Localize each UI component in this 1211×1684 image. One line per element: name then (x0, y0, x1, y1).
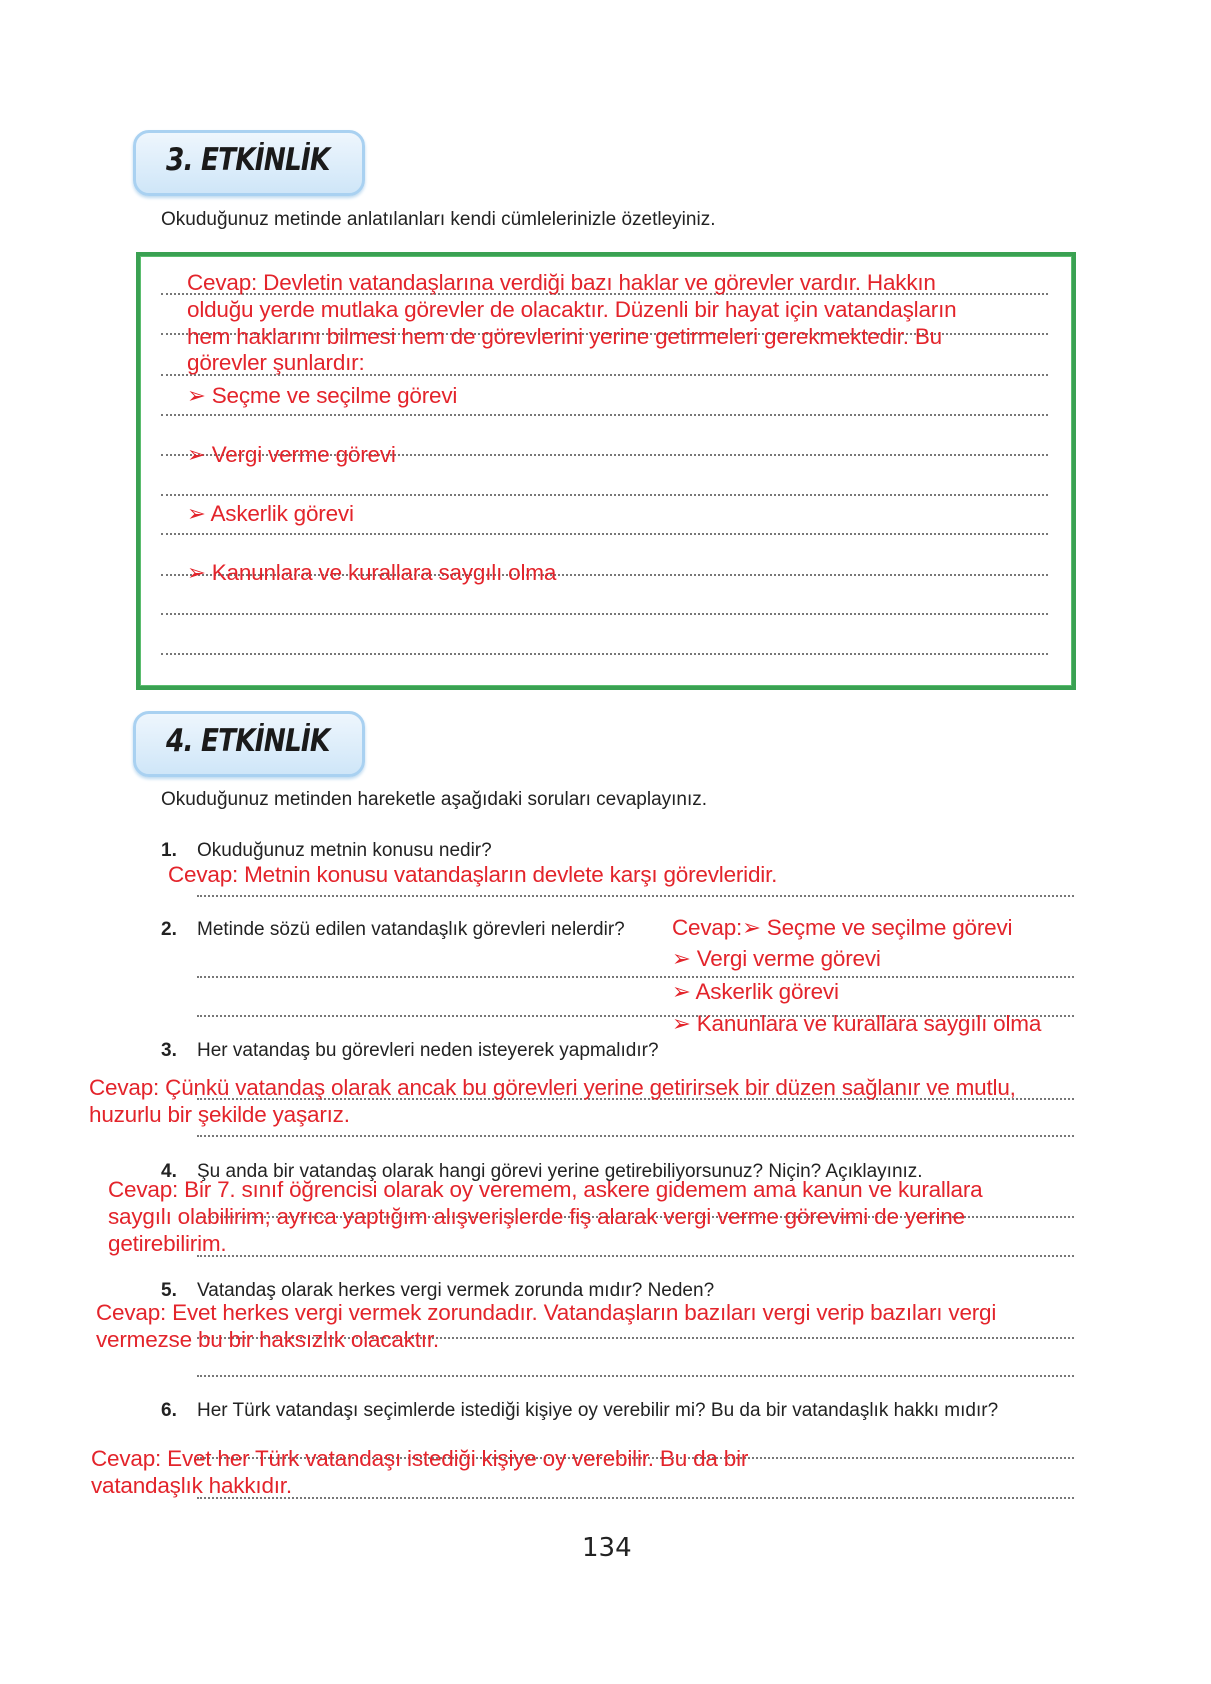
question-number: 3. (161, 1040, 177, 1061)
dotted-line (197, 976, 1074, 978)
answer-line: ➢ Vergi verme görevi (672, 946, 881, 971)
answer-line: Cevap: Evet herkes vergi vermek zorundadır. Vatandaşların bazıları vergi verip bazıları vergi (96, 1300, 997, 1325)
dotted-line (197, 1135, 1074, 1137)
activity-3-instruction: Okuduğunuz metinde anlatılanları kendi cümlelerinizle özetleyiniz. (161, 209, 716, 230)
summary-line: Cevap: Devletin vatandaşlarına verdiği bazı haklar ve görevler vardır. Hakkın (187, 270, 936, 295)
page-number: 134 (582, 1533, 632, 1563)
answer-line: Cevap: Evet her Türk vatandaşı istediği kişiye oy verebilir. Bu da bir (91, 1446, 749, 1471)
question-number: 6. (161, 1400, 177, 1421)
summary-line: görevler şunlardır: (187, 350, 365, 375)
answer-line: Cevap:➢ Seçme ve seçilme görevi (672, 915, 1013, 940)
dotted-line (161, 533, 1048, 535)
question-number: 1. (161, 840, 177, 861)
dotted-line (161, 414, 1048, 416)
activity-3-badge (133, 130, 365, 196)
dotted-line (197, 1255, 1074, 1257)
duty-item: ➢ Vergi verme görevi (187, 442, 396, 467)
activity-3-title: 3. ETKİNLİK (166, 142, 330, 178)
answer-line: Cevap: Metnin konusu vatandaşların devlete karşı görevleridir. (168, 862, 778, 887)
duty-item: ➢ Kanunlara ve kurallara saygılı olma (187, 560, 557, 585)
question-text: Her Türk vatandaşı seçimlerde istediği kişiye oy verebilir mi? Bu da bir vatandaşlık hakkı mıdır? (197, 1400, 999, 1421)
answer-line: Cevap: Çünkü vatandaş olarak ancak bu görevleri yerine getirirsek bir düzen sağlanır ve mutlu, (89, 1075, 1016, 1100)
answer-line: Cevap: Bir 7. sınıf öğrencisi olarak oy veremem, askere gidemem ama kanun ve kurallara (108, 1177, 983, 1202)
activity-4-badge (133, 711, 365, 777)
question-number: 4. (161, 1161, 177, 1182)
answer-line: vatandaşlık hakkıdır. (91, 1473, 292, 1498)
dotted-line (161, 613, 1048, 615)
activity-4-title: 4. ETKİNLİK (166, 723, 330, 759)
dotted-line (197, 1497, 1074, 1499)
question-number: 2. (161, 919, 177, 940)
dotted-line (197, 895, 1074, 897)
question-text: Metinde sözü edilen vatandaşlık görevleri nelerdir? (197, 919, 625, 940)
summary-line: hem haklarını bilmesi hem de görevlerini yerine getirmeleri gerekmektedir. Bu (187, 324, 942, 349)
answer-line: getirebilirim. (108, 1231, 227, 1256)
question-text: Okuduğunuz metnin konusu nedir? (197, 840, 492, 861)
question-text: Şu anda bir vatandaş olarak hangi görevi yerine getirebiliyorsunuz? Niçin? Açıklayınız. (197, 1161, 923, 1182)
dotted-line (161, 494, 1048, 496)
answer-line: ➢ Kanunlara ve kurallara saygılı olma (672, 1011, 1042, 1036)
duty-item: ➢ Askerlik görevi (187, 501, 354, 526)
question-text: Vatandaş olarak herkes vergi vermek zorunda mıdır? Neden? (197, 1280, 715, 1301)
activity-4-instruction: Okuduğunuz metinden hareketle aşağıdaki soruları cevaplayınız. (161, 789, 708, 810)
answer-line: huzurlu bir şekilde yaşarız. (89, 1102, 350, 1127)
answer-line: ➢ Askerlik görevi (672, 979, 839, 1004)
summary-line: olduğu yerde mutlaka görevler de olacaktır. Düzenli bir hayat için vatandaşların (187, 297, 957, 322)
question-number: 5. (161, 1280, 177, 1301)
answer-line: vermezse bu bir haksızlık olacaktır. (96, 1327, 439, 1352)
dotted-line (161, 653, 1048, 655)
dotted-line (197, 1375, 1074, 1377)
duty-item: ➢ Seçme ve seçilme görevi (187, 383, 458, 408)
answer-line: saygılı olabilirim; ayrıca yaptığım alışverişlerde fiş alarak vergi verme görevimi de yerine (108, 1204, 965, 1229)
question-text: Her vatandaş bu görevleri neden isteyerek yapmalıdır? (197, 1040, 659, 1061)
